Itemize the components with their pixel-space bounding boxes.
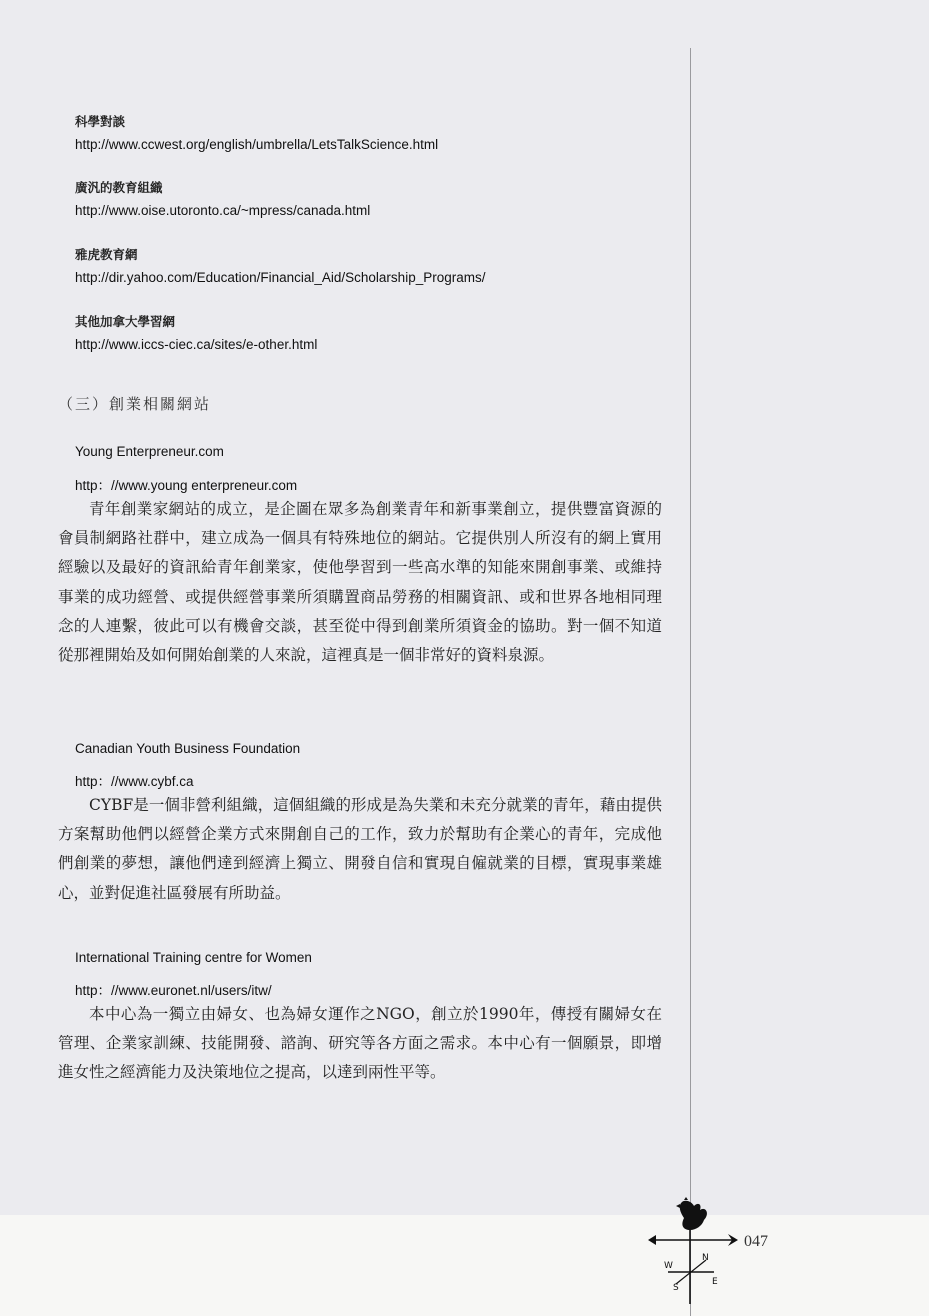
entry-url-young-enterpreneur[interactable]: http：//www.young enterpreneur.com	[75, 478, 298, 493]
entry-description-cybf: CYBF是一個非營利組織，這個組織的形成是為失業和未充分就業的青年，藉由提供方案幫助他們以經營企業方式來開創自己的工作，致力於幫助有企業心的青年，完成他們創業的夢想，讓他們達到經濟上獨立、開發自信和實現自僱就業的目標，實現事業雄心，並對促進社區發展有所助益。	[58, 796, 662, 902]
link-item-yahoo-education	[75, 247, 485, 287]
link-url[interactable]: http://www.oise.utoronto.ca/~mpress/canada.html	[75, 203, 371, 218]
page-number: 047	[744, 1233, 768, 1250]
link-title: 廣汎的教育組織	[75, 180, 163, 195]
link-title: 雅虎教育網	[75, 247, 138, 262]
link-url[interactable]: http://dir.yahoo.com/Education/Financial_Aid/Scholarship_Programs/	[75, 270, 486, 285]
entry-name-young-enterpreneur: Young Enterpreneur.com	[75, 444, 224, 459]
entry-url-cybf[interactable]: http：//www.cybf.ca	[75, 774, 194, 789]
entry-name-itw: International Training centre for Women	[75, 950, 312, 965]
link-item-other-canada-learning	[75, 314, 317, 354]
svg-text:S: S	[673, 1283, 679, 1293]
link-title: 科學對談	[75, 114, 126, 129]
link-item-lets-talk-science	[75, 114, 438, 154]
vertical-margin-rule	[690, 48, 691, 1316]
link-url[interactable]: http://www.ccwest.org/english/umbrella/LetsTalkScience.html	[75, 137, 439, 152]
svg-text:E: E	[712, 1277, 718, 1287]
section-heading: （三）創業相關網站	[58, 395, 212, 413]
svg-text:N: N	[702, 1253, 709, 1263]
link-url[interactable]: http://www.iccs-ciec.ca/sites/e-other.html	[75, 337, 318, 352]
entry-name-cybf: Canadian Youth Business Foundation	[75, 741, 301, 756]
entry-description-itw: 本中心為一獨立由婦女、也為婦女運作之NGO，創立於1990年，傳授有關婦女在管理、企業家訓練、技能開發、諮詢、研究等各方面之需求。本中心有一個願景，即增進女性之經濟能力及決策地位之提高，以達到兩性平等。	[58, 1005, 662, 1082]
svg-text:W: W	[664, 1261, 673, 1271]
page-bottom-strip	[0, 1215, 929, 1316]
entry-url-itw[interactable]: http：//www.euronet.nl/users/itw/	[75, 983, 272, 998]
weathervane-icon	[640, 1196, 740, 1306]
link-title: 其他加拿大學習網	[75, 314, 176, 329]
entry-description-young-enterpreneur: 青年創業家網站的成立，是企圖在眾多為創業青年和新事業創立，提供豐富資源的會員制網路社群中，建立成為一個具有特殊地位的網站。它提供別人所沒有的網上實用經驗以及最好的資訊給青年創業家，使他學習到一些高水準的知能來開創事業、或維持事業的成功經營、或提供經營事業所須購置商品勞務的相關資訊、或和世界各地相同理念的人連繫，彼此可以有機會交談，甚至從中得到創業所須資金的協助。對一個不知道從那裡開始及如何開始創業的人來說，這裡真是一個非常好的資料泉源。	[58, 500, 662, 665]
link-item-education-organizations	[75, 180, 370, 220]
